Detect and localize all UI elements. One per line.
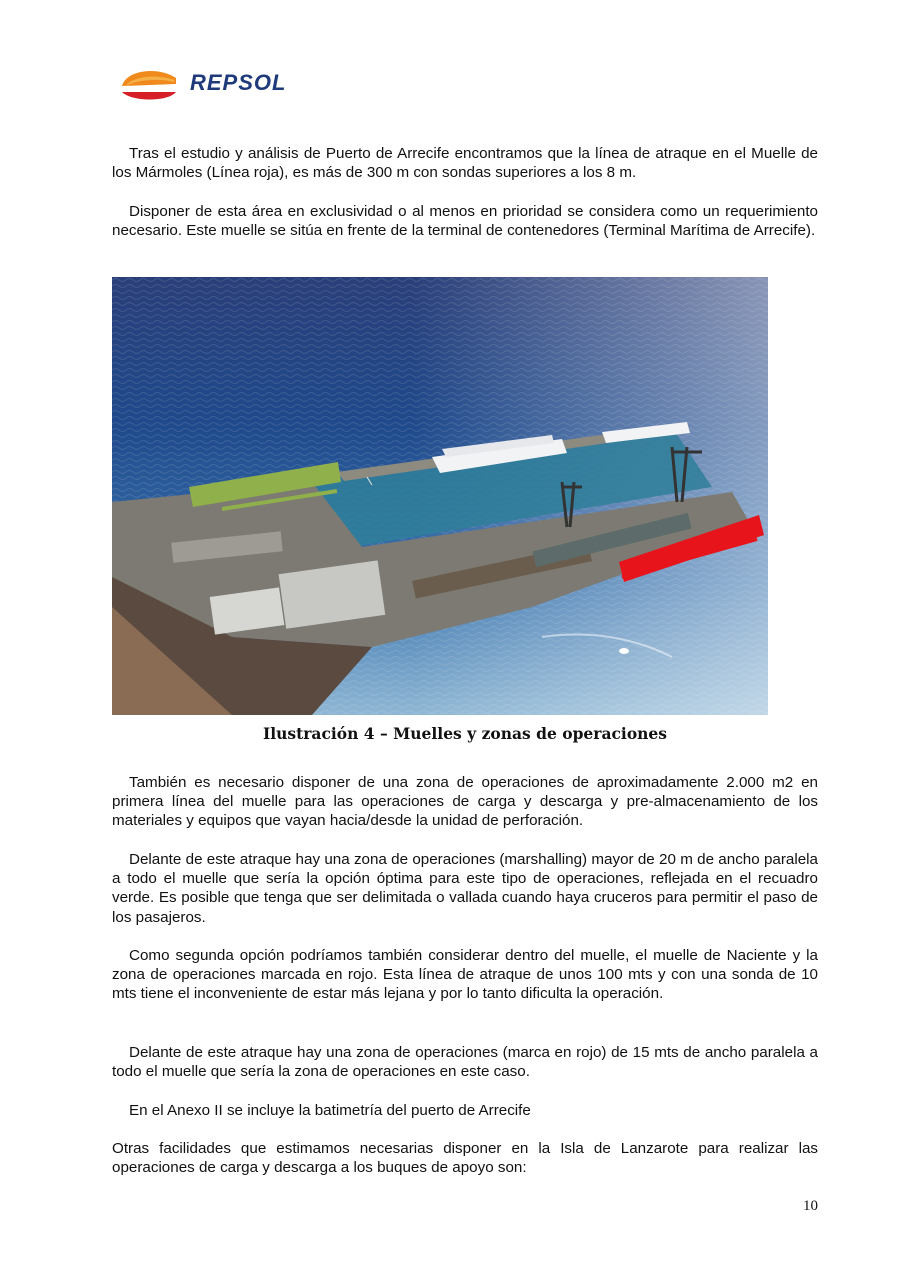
paragraph-2: Disponer de esta área en exclusividad o al menos en prioridad se considera como un requerimiento necesario. Este muelle se sitúa en frente de la terminal de contenedores (Terminal Marítima de Arrecife).	[112, 203, 818, 240]
port-aerial-photo	[112, 277, 768, 715]
paragraph-3: También es necesario disponer de una zona de operaciones de aproximadamente 2.000 m2 en primera línea del muelle para las operaciones de carga y descarga y pre-almacenamiento de los materiales y equipos que vayan hacia/desde la unidad de perforación.	[112, 774, 818, 830]
figure-caption: Ilustración 4 – Muelles y zonas de operaciones	[262, 724, 668, 743]
page-number: 10	[803, 1198, 818, 1214]
brand-name: REPSOL	[190, 70, 287, 95]
paragraph-1: Tras el estudio y análisis de Puerto de Arrecife encontramos que la línea de atraque en el Muelle de los Mármoles (Línea roja), es más de 300 m con sondas superiores a los 8 m.	[112, 145, 818, 182]
repsol-flame-icon	[118, 64, 188, 104]
paragraph-8: Otras facilidades que estimamos necesarias disponer en la Isla de Lanzarote para realizar las operaciones de carga y descarga a los buques de apoyo son:	[112, 1140, 818, 1177]
repsol-logo	[118, 64, 318, 104]
paragraph-5: Como segunda opción podríamos también considerar dentro del muelle, el muelle de Naciente y la zona de operaciones marcada en rojo. Esta línea de atraque de unos 100 mts y con una sonda de 10 mts tiene el inconveniente de estar más lejana y por lo tanto dificulta la operación.	[112, 947, 818, 1003]
paragraph-7: En el Anexo II se incluye la batimetría del puerto de Arrecife	[129, 1102, 531, 1119]
paragraph-6: Delante de este atraque hay una zona de operaciones (marca en rojo) de 15 mts de ancho paralela a todo el muelle que sería la zona de operaciones en este caso.	[112, 1044, 818, 1081]
paragraph-4: Delante de este atraque hay una zona de operaciones (marshalling) mayor de 20 m de ancho paralela a todo el muelle que sería la opción óptima para este tipo de operaciones, reflejada en el recuadro verde. Es posible que tenga que ser delimitada o vallada cuando haya cruceros para permitir el paso de los pasajeros.	[112, 851, 818, 926]
